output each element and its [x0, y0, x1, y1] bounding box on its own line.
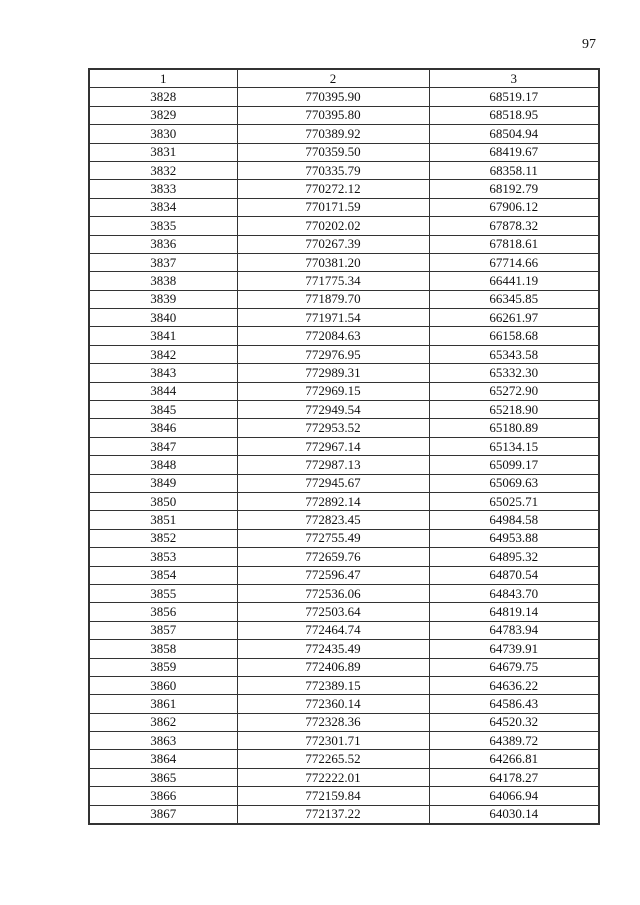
table-row: [89, 695, 599, 713]
table-row: [89, 456, 599, 474]
x-coordinate-cell: 770389.92: [237, 125, 429, 143]
table-row: [89, 732, 599, 750]
y-coordinate-cell: 64819.14: [429, 603, 599, 621]
y-coordinate-cell: 67714.66: [429, 253, 599, 271]
table-row: [89, 658, 599, 676]
table-row: [89, 364, 599, 382]
y-coordinate-cell: 64178.27: [429, 768, 599, 786]
y-coordinate-cell: 66261.97: [429, 309, 599, 327]
table-header: [89, 69, 599, 88]
table-row: [89, 529, 599, 547]
x-coordinate-cell: 770395.90: [237, 88, 429, 106]
point-number-cell: 3861: [89, 695, 237, 713]
x-coordinate-cell: 772755.49: [237, 529, 429, 547]
y-coordinate-cell: 64389.72: [429, 732, 599, 750]
x-coordinate-cell: 772503.64: [237, 603, 429, 621]
point-number-cell: 3859: [89, 658, 237, 676]
table-row: [89, 548, 599, 566]
point-number-cell: 3851: [89, 511, 237, 529]
y-coordinate-cell: 68519.17: [429, 88, 599, 106]
table-row: [89, 676, 599, 694]
point-number-cell: 3848: [89, 456, 237, 474]
y-coordinate-cell: 65218.90: [429, 401, 599, 419]
table-row: [89, 584, 599, 602]
y-coordinate-cell: 67818.61: [429, 235, 599, 253]
header-cell-2: 2: [237, 69, 429, 88]
point-number-cell: 3836: [89, 235, 237, 253]
table-row: [89, 125, 599, 143]
point-number-cell: 3862: [89, 713, 237, 731]
x-coordinate-cell: 772892.14: [237, 492, 429, 510]
x-coordinate-cell: 770335.79: [237, 161, 429, 179]
x-coordinate-cell: 772945.67: [237, 474, 429, 492]
table-row: [89, 143, 599, 161]
point-number-cell: 3855: [89, 584, 237, 602]
point-number-cell: 3847: [89, 437, 237, 455]
table-row: [89, 198, 599, 216]
table-row: [89, 382, 599, 400]
x-coordinate-cell: 770202.02: [237, 217, 429, 235]
x-coordinate-cell: 772596.47: [237, 566, 429, 584]
point-number-cell: 3833: [89, 180, 237, 198]
point-number-cell: 3853: [89, 548, 237, 566]
table-row: [89, 161, 599, 179]
page-number: 97: [582, 37, 596, 52]
x-coordinate-cell: 772969.15: [237, 382, 429, 400]
y-coordinate-cell: 66441.19: [429, 272, 599, 290]
x-coordinate-cell: 772659.76: [237, 548, 429, 566]
x-coordinate-cell: 772222.01: [237, 768, 429, 786]
point-number-cell: 3852: [89, 529, 237, 547]
point-number-cell: 3831: [89, 143, 237, 161]
table-row: [89, 621, 599, 639]
y-coordinate-cell: 65025.71: [429, 492, 599, 510]
y-coordinate-cell: 65343.58: [429, 345, 599, 363]
y-coordinate-cell: 67906.12: [429, 198, 599, 216]
y-coordinate-cell: 65099.17: [429, 456, 599, 474]
header-cell-1: 1: [89, 69, 237, 88]
point-number-cell: 3844: [89, 382, 237, 400]
y-coordinate-cell: 65134.15: [429, 437, 599, 455]
y-coordinate-cell: 66158.68: [429, 327, 599, 345]
x-coordinate-cell: 772137.22: [237, 805, 429, 824]
x-coordinate-cell: 772360.14: [237, 695, 429, 713]
y-coordinate-cell: 64266.81: [429, 750, 599, 768]
x-coordinate-cell: 772823.45: [237, 511, 429, 529]
y-coordinate-cell: 68419.67: [429, 143, 599, 161]
x-coordinate-cell: 771775.34: [237, 272, 429, 290]
point-number-cell: 3837: [89, 253, 237, 271]
x-coordinate-cell: 770267.39: [237, 235, 429, 253]
point-number-cell: 3845: [89, 401, 237, 419]
x-coordinate-cell: 772536.06: [237, 584, 429, 602]
point-number-cell: 3835: [89, 217, 237, 235]
table-row: [89, 180, 599, 198]
x-coordinate-cell: 772328.36: [237, 713, 429, 731]
point-number-cell: 3863: [89, 732, 237, 750]
point-number-cell: 3858: [89, 640, 237, 658]
y-coordinate-cell: 64870.54: [429, 566, 599, 584]
x-coordinate-cell: 772976.95: [237, 345, 429, 363]
table-row: [89, 805, 599, 824]
point-number-cell: 3854: [89, 566, 237, 584]
point-number-cell: 3832: [89, 161, 237, 179]
table-row: [89, 511, 599, 529]
point-number-cell: 3850: [89, 492, 237, 510]
y-coordinate-cell: 68358.11: [429, 161, 599, 179]
point-number-cell: 3849: [89, 474, 237, 492]
y-coordinate-cell: 68518.95: [429, 106, 599, 124]
x-coordinate-cell: 770359.50: [237, 143, 429, 161]
header-cell-3: 3: [429, 69, 599, 88]
table-row: [89, 309, 599, 327]
point-number-cell: 3846: [89, 419, 237, 437]
x-coordinate-cell: 772953.52: [237, 419, 429, 437]
table-row: [89, 603, 599, 621]
x-coordinate-cell: 772464.74: [237, 621, 429, 639]
x-coordinate-cell: 771879.70: [237, 290, 429, 308]
x-coordinate-cell: 772987.13: [237, 456, 429, 474]
y-coordinate-cell: 64586.43: [429, 695, 599, 713]
x-coordinate-cell: 772989.31: [237, 364, 429, 382]
y-coordinate-cell: 65272.90: [429, 382, 599, 400]
x-coordinate-cell: 772265.52: [237, 750, 429, 768]
y-coordinate-cell: 64843.70: [429, 584, 599, 602]
y-coordinate-cell: 64066.94: [429, 787, 599, 805]
table-row: [89, 217, 599, 235]
point-number-cell: 3856: [89, 603, 237, 621]
x-coordinate-cell: 771971.54: [237, 309, 429, 327]
x-coordinate-cell: 772301.71: [237, 732, 429, 750]
y-coordinate-cell: 68504.94: [429, 125, 599, 143]
table-row: [89, 768, 599, 786]
header-row: [89, 69, 599, 88]
table-row: [89, 253, 599, 271]
point-number-cell: 3828: [89, 88, 237, 106]
y-coordinate-cell: 64739.91: [429, 640, 599, 658]
table-row: [89, 474, 599, 492]
table-row: [89, 566, 599, 584]
table-row: [89, 327, 599, 345]
table-row: [89, 750, 599, 768]
y-coordinate-cell: 65332.30: [429, 364, 599, 382]
x-coordinate-cell: 772406.89: [237, 658, 429, 676]
table-row: [89, 437, 599, 455]
x-coordinate-cell: 772967.14: [237, 437, 429, 455]
y-coordinate-cell: 64895.32: [429, 548, 599, 566]
table-row: [89, 787, 599, 805]
point-number-cell: 3841: [89, 327, 237, 345]
point-number-cell: 3839: [89, 290, 237, 308]
point-number-cell: 3866: [89, 787, 237, 805]
x-coordinate-cell: 770272.12: [237, 180, 429, 198]
y-coordinate-cell: 68192.79: [429, 180, 599, 198]
point-number-cell: 3860: [89, 676, 237, 694]
point-number-cell: 3842: [89, 345, 237, 363]
y-coordinate-cell: 65180.89: [429, 419, 599, 437]
point-number-cell: 3865: [89, 768, 237, 786]
table-row: [89, 640, 599, 658]
point-number-cell: 3834: [89, 198, 237, 216]
table-row: [89, 492, 599, 510]
y-coordinate-cell: 66345.85: [429, 290, 599, 308]
table-row: [89, 290, 599, 308]
coordinates-table: [88, 68, 600, 825]
table-row: [89, 419, 599, 437]
table-row: [89, 235, 599, 253]
x-coordinate-cell: 770381.20: [237, 253, 429, 271]
table-row: [89, 713, 599, 731]
y-coordinate-cell: 64520.32: [429, 713, 599, 731]
point-number-cell: 3840: [89, 309, 237, 327]
table-row: [89, 345, 599, 363]
y-coordinate-cell: 65069.63: [429, 474, 599, 492]
y-coordinate-cell: 64636.22: [429, 676, 599, 694]
x-coordinate-cell: 770171.59: [237, 198, 429, 216]
point-number-cell: 3829: [89, 106, 237, 124]
table-row: [89, 272, 599, 290]
y-coordinate-cell: 64984.58: [429, 511, 599, 529]
x-coordinate-cell: 772389.15: [237, 676, 429, 694]
y-coordinate-cell: 67878.32: [429, 217, 599, 235]
table-row: [89, 106, 599, 124]
point-number-cell: 3838: [89, 272, 237, 290]
point-number-cell: 3867: [89, 805, 237, 824]
point-number-cell: 3864: [89, 750, 237, 768]
point-number-cell: 3843: [89, 364, 237, 382]
table-body: [89, 88, 599, 824]
point-number-cell: 3857: [89, 621, 237, 639]
point-number-cell: 3830: [89, 125, 237, 143]
x-coordinate-cell: 770395.80: [237, 106, 429, 124]
x-coordinate-cell: 772949.54: [237, 401, 429, 419]
y-coordinate-cell: 64030.14: [429, 805, 599, 824]
x-coordinate-cell: 772435.49: [237, 640, 429, 658]
y-coordinate-cell: 64953.88: [429, 529, 599, 547]
table-row: [89, 401, 599, 419]
x-coordinate-cell: 772084.63: [237, 327, 429, 345]
table-row: [89, 88, 599, 106]
y-coordinate-cell: 64679.75: [429, 658, 599, 676]
y-coordinate-cell: 64783.94: [429, 621, 599, 639]
x-coordinate-cell: 772159.84: [237, 787, 429, 805]
